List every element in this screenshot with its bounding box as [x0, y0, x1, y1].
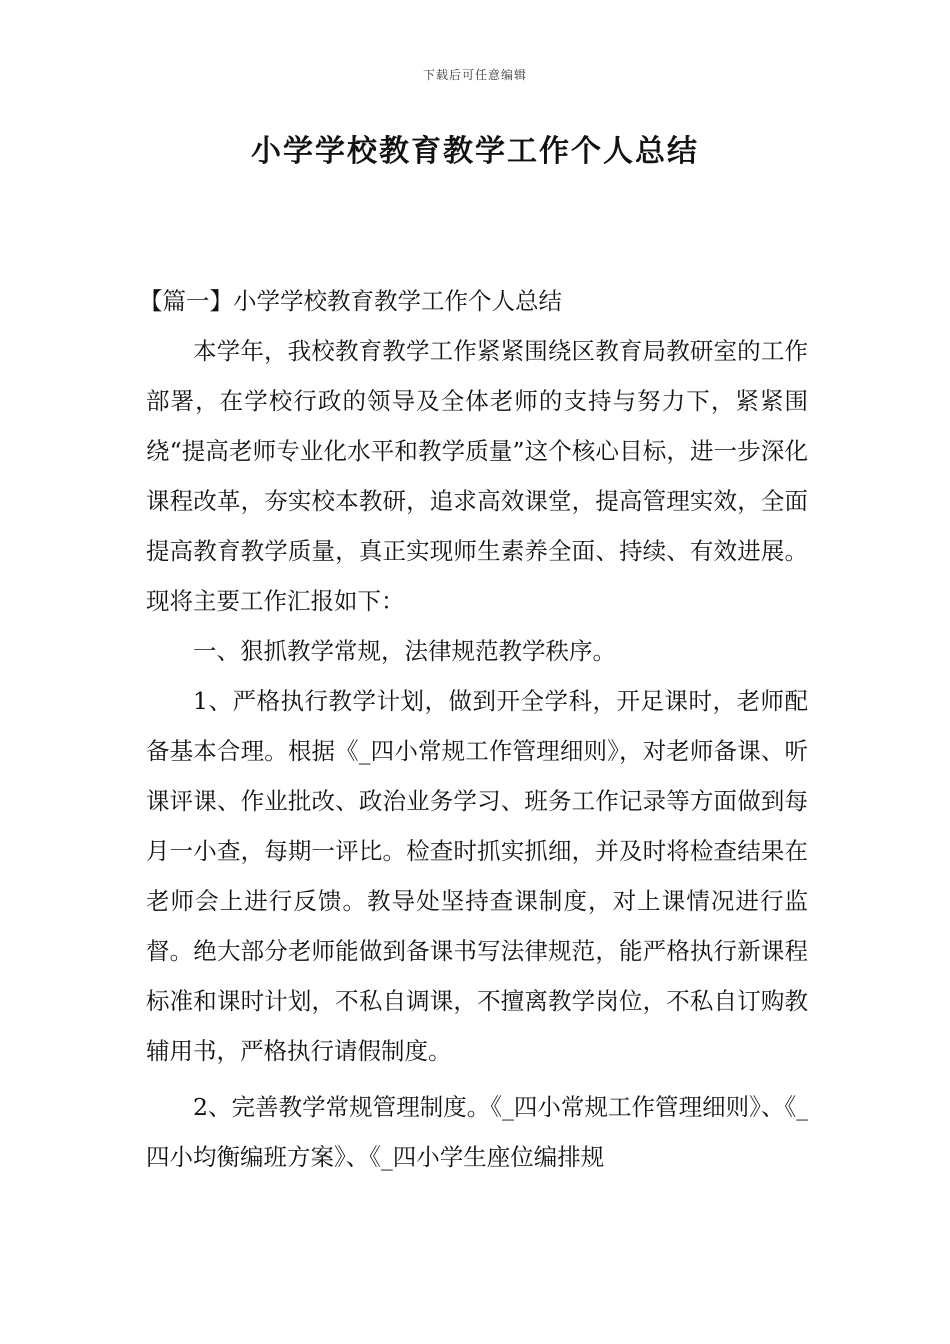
section-heading: 【篇一】小学学校教育教学工作个人总结 — [139, 287, 562, 315]
paragraph-item-1: 1、严格执行教学计划，做到开全学科，开足课时，老师配备基本合理。根据《_四小常规工作管理细则》，对老师备课、听课评课、作业批改、政治业务学习、班务工作记录等方面做到每月一小查，每期一评比。检查时抓实抓细，并及时将检查结果在老师会上进行反馈。教导处坚持查课制度，对上课情况进行监督。绝大部分老师能做到备课书写法律规范，能严格执行新课程标准和课时计划，不私自调课，不擅离教学岗位，不私自订购教辅用书，严格执行请假制度。 — [146, 687, 808, 1065]
document-body — [139, 276, 808, 1182]
header-note: 下载后可任意编辑 — [422, 68, 527, 82]
paragraph-heading-one: 一、狠抓教学常规，法律规范教学秩序。 — [193, 637, 616, 665]
document-title: 小学学校教育教学工作个人总结 — [251, 134, 699, 169]
paragraph-item-2: 2、完善教学常规管理制度。《_四小常规工作管理细则》、《_四小均衡编班方案》、《_四小学生座位编排规 — [146, 1093, 808, 1171]
paragraph-intro: 本学年，我校教育教学工作紧紧围绕区教育局教研室的工作部署，在学校行政的领导及全体老师的支持与努力下，紧紧围绕“提高老师专业化水平和教学质量”这个核心目标，进一步深化课程改革，夯实校本教研，追求高效课堂，提高管理实效，全面提高教育教学质量，真正实现师生素养全面、持续、有效进展。现将主要工作汇报如下： — [146, 337, 808, 615]
